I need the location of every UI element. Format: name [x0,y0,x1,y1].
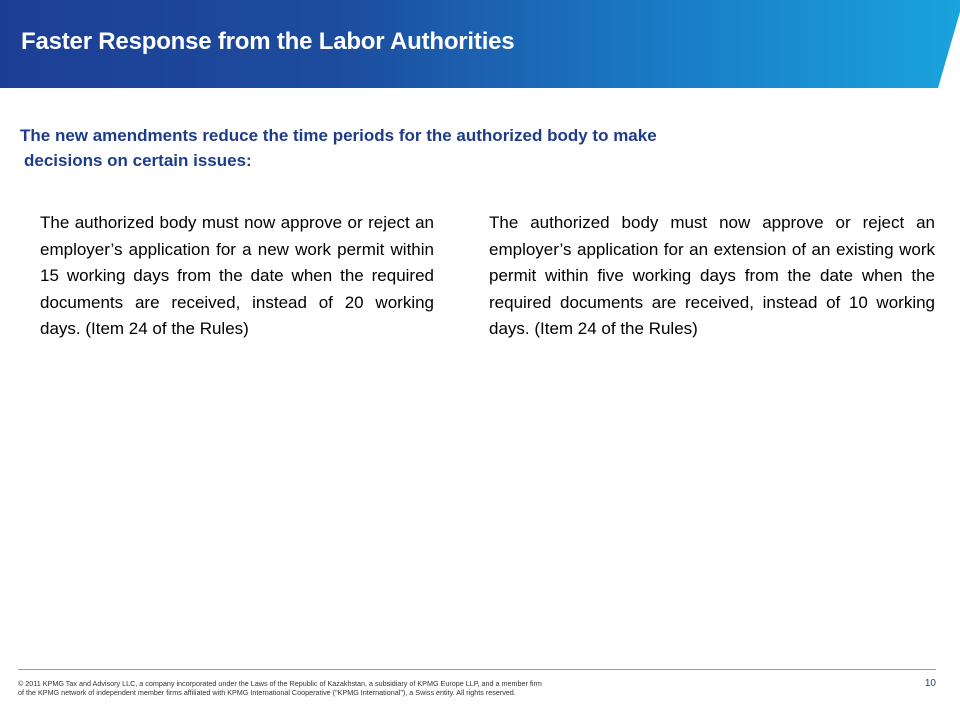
footer-copyright [18,679,638,697]
title-band [0,0,960,88]
subtitle-line: The new amendments reduce the time periods for the authorized body to make [20,126,657,145]
right-paragraph: The authorized body must now approve or reject an employer’s application for an extension of an existing work permit within five working days from the date when the required documents are received, instead of 10 working days. (Item 24 of the Rules) [489,213,935,338]
footer-copyright-line: of the KPMG network of independent member firms affiliated with KPMG International Cooperative ("KPMG International"), a Swiss entity. All rights reserved. [18,688,516,697]
left-paragraph: The authorized body must now approve or reject an employer’s application for a new work permit within 15 working days from the date when the required documents are received, instead of 20 working days. (Item 24 of the Rules) [40,213,434,338]
subtitle-line: decisions on certain issues: [24,151,252,170]
page-number: 10 [924,678,936,689]
slide-subtitle [20,123,880,173]
footer-copyright-line: © 2011 KPMG Tax and Advisory LLC, a company incorporated under the Laws of the Republic of Kazakhstan, a subsidiary of KPMG Europe LLP, and a member firm [18,679,542,688]
slide-title: Faster Response from the Labor Authorities [21,28,515,55]
footer-divider [18,669,936,670]
